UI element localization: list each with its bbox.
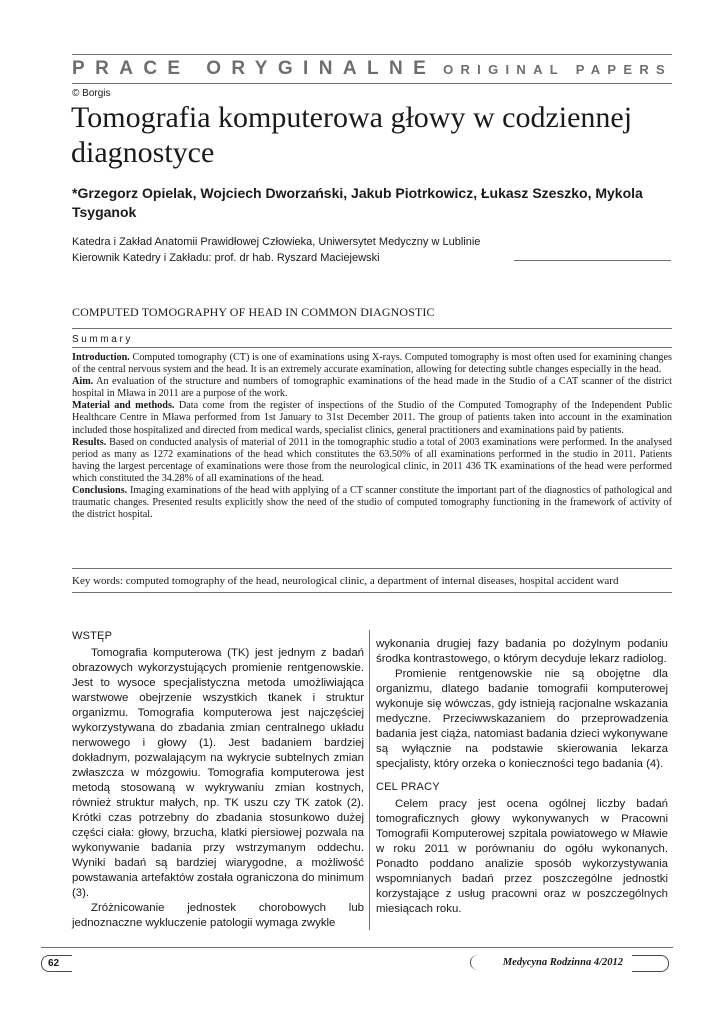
summary-label-rule <box>72 347 672 348</box>
abstract-methods-label: Material and methods. <box>72 400 175 412</box>
summary-bottom-rule <box>72 568 672 569</box>
english-title: COMPUTED TOMOGRAPHY OF HEAD IN COMMON DIAGNOSTIC <box>72 305 435 319</box>
affiliation-head: Kierownik Katedry i Zakładu: prof. dr hab. Ryszard Maciejewski <box>72 252 380 264</box>
paragraph: Tomografia komputerowa (TK) jest jednym z badań obrazowych wykorzystujących promienie rentgenowskie. Jest to wysoce specjalistyczna metoda umożliwiająca warstwowe obejrzenie wszystkich tkanek i struktur organizmu. Tomografia komputerowa jest najczęściej wykorzystywana do zbadania zmian centralnego układu nerwowego i głowy (1). Jest badaniem bardziej dokładnym, pozwalającym na wykrycie subtelnych zmian zwłaszcza w mózgowiu. Tomografia komputerowa jest metodą stosowaną w wykrywaniu zmian kostnych, również struktur małych, np. TK uszu czy TK zatok (2). Krótki czas potrzebny do zbadania stosunkowo dużej części ciała: głowy, brzucha, klatki piersiowej pozwala na wykonywanie badania przy wstrzymanym oddechu. Wyniki badań są bardziej wiarygodne, a możliwość powstawania artefaktów została ograniczona do minimum (3). <box>72 647 364 899</box>
abstract-conclusions-text: Imaging examinations of the head with applying of a CT scanner constitute the important part of the diagnostics of pathological and traumatic changes. Presented results explicitly show the need of the studio of computed tomography functioning in the framework of activity of the district hospital. <box>72 485 673 521</box>
heading-aim: CEL PRACY <box>376 781 440 793</box>
page-number: 62 <box>41 955 72 972</box>
article-authors: *Grzegorz Opielak, Wojciech Dworzański, Jakub Piotrkowicz, Łukasz Szeszko, Mykola Tsyganok <box>72 185 643 220</box>
top-rule <box>72 54 672 55</box>
affiliation-block <box>72 234 480 266</box>
abstract-results-label: Results. <box>72 436 107 448</box>
paragraph: Zróżnicowanie jednostek chorobowych lub jednoznaczne wykluczenie patologii wymaga zwykle <box>72 902 364 929</box>
paragraph: wykonania drugiej fazy badania po dożylnym podaniu środka kontrastowego, o którym decyduje lekarz radiolog. <box>376 638 668 665</box>
abstract-conclusions <box>72 485 672 521</box>
body-column-right <box>376 637 668 917</box>
paragraph: Promienie rentgenowskie nie są obojętne dla organizmu, dlatego badanie tomografii komputerowej wykonuje się wówczas, gdy istnieją racjonalne wskazania medyczne. Przeciwwskazaniem do przeprowadzenia badania jest ciąża, natomiast badania dzieci wykonywane są wyłącznie na podstawie skierowania lekarza specjalisty, który orzeka o konieczności tego badania (4). <box>376 668 668 770</box>
keywords-bottom-rule <box>72 592 672 593</box>
journal-name: Medycyna Rodzinna 4/2012 <box>470 955 623 970</box>
abstract-methods-text: Data come from the register of inspections of the Studio of the Computed Tomography of the Independent Public Healthcare Centre in Mława performed from 1st January to 31st December 2011. The group of patients taken into account in the examination included those hospitalized and directed from medical wards, specialist clinics, general practitioners and examinations paid by patients. <box>72 400 672 436</box>
abstract-methods <box>72 400 672 436</box>
copyright-notice: © Borgis <box>72 88 111 99</box>
abstract-introduction <box>72 352 672 376</box>
abstract-introduction-label: Introduction. <box>72 352 130 363</box>
abstract-aim-label: Aim. <box>72 376 94 388</box>
affiliation-rule <box>514 260 671 261</box>
body-column-left <box>72 629 364 931</box>
article-title: Tomografia komputerowa głowy w codziennej diagnostyce <box>71 101 633 169</box>
summary-top-rule <box>72 328 672 329</box>
section-header <box>72 58 672 82</box>
abstract <box>72 352 672 521</box>
footer-end-cap <box>632 955 669 972</box>
abstract-conclusions-label: Conclusions. <box>72 485 128 497</box>
abstract-aim-text: An evaluation of the structure and numbers of tomographic examinations of the head made in the Studio of a CAT scanner of the district hospital in Mława in 2011 are a purpose of the work. <box>72 376 673 400</box>
section-title-polish: PRACE ORYGINALNE <box>72 58 437 79</box>
paragraph: Celem pracy jest ocena ogólnej liczby badań tomograficznych głowy wykonywanych w Pracowni Tomografii Komputerowej szpitala powiatowego w Mławie w roku 2011 w porównaniu do ogółu wykonanych. Ponadto poddano analizie sposób wykorzystywania wspomnianych badań przez poszczególne jednostki korzystające z usług pracowni oraz w poszczególnych miesiącach roku. <box>376 798 668 915</box>
abstract-introduction-text: Computed tomography (CT) is one of examinations using X-rays. Computed tomography is most often used for examining changes of the central nervous system and the head. It is an extremely accurate examination, allowing for detecting subtle changes especially in the head. <box>72 352 672 376</box>
section-title-english: ORIGINAL PAPERS <box>443 62 672 77</box>
affiliation-institution: Katedra i Zakład Anatomii Prawidłowej Człowieka, Uniwersytet Medyczny w Lublinie <box>72 236 481 248</box>
keywords: Key words: computed tomography of the head, neurological clinic, a department of internal diseases, hospital accident ward <box>72 575 619 587</box>
abstract-aim <box>72 376 672 400</box>
footer-rule <box>41 947 673 948</box>
header-bottom-rule <box>72 83 672 84</box>
column-divider <box>369 630 370 930</box>
abstract-results <box>72 437 672 485</box>
abstract-results-text: Based on conducted analysis of material of 2011 in the tomographic studio a total of 2003 examinations were performed. In the analysed period as many as 1272 examinations of the head which constitutes the 63.50% of all examinations performed in the studio in 2011. Patients having the largest percentage of examinations were those from the neurological clinic, in 2011 436 TK examinations of the head were performed which constituted the 34.28% of all examinations of the head. <box>72 436 673 484</box>
heading-introduction: WSTĘP <box>72 630 113 642</box>
summary-label: Summary <box>72 334 133 345</box>
